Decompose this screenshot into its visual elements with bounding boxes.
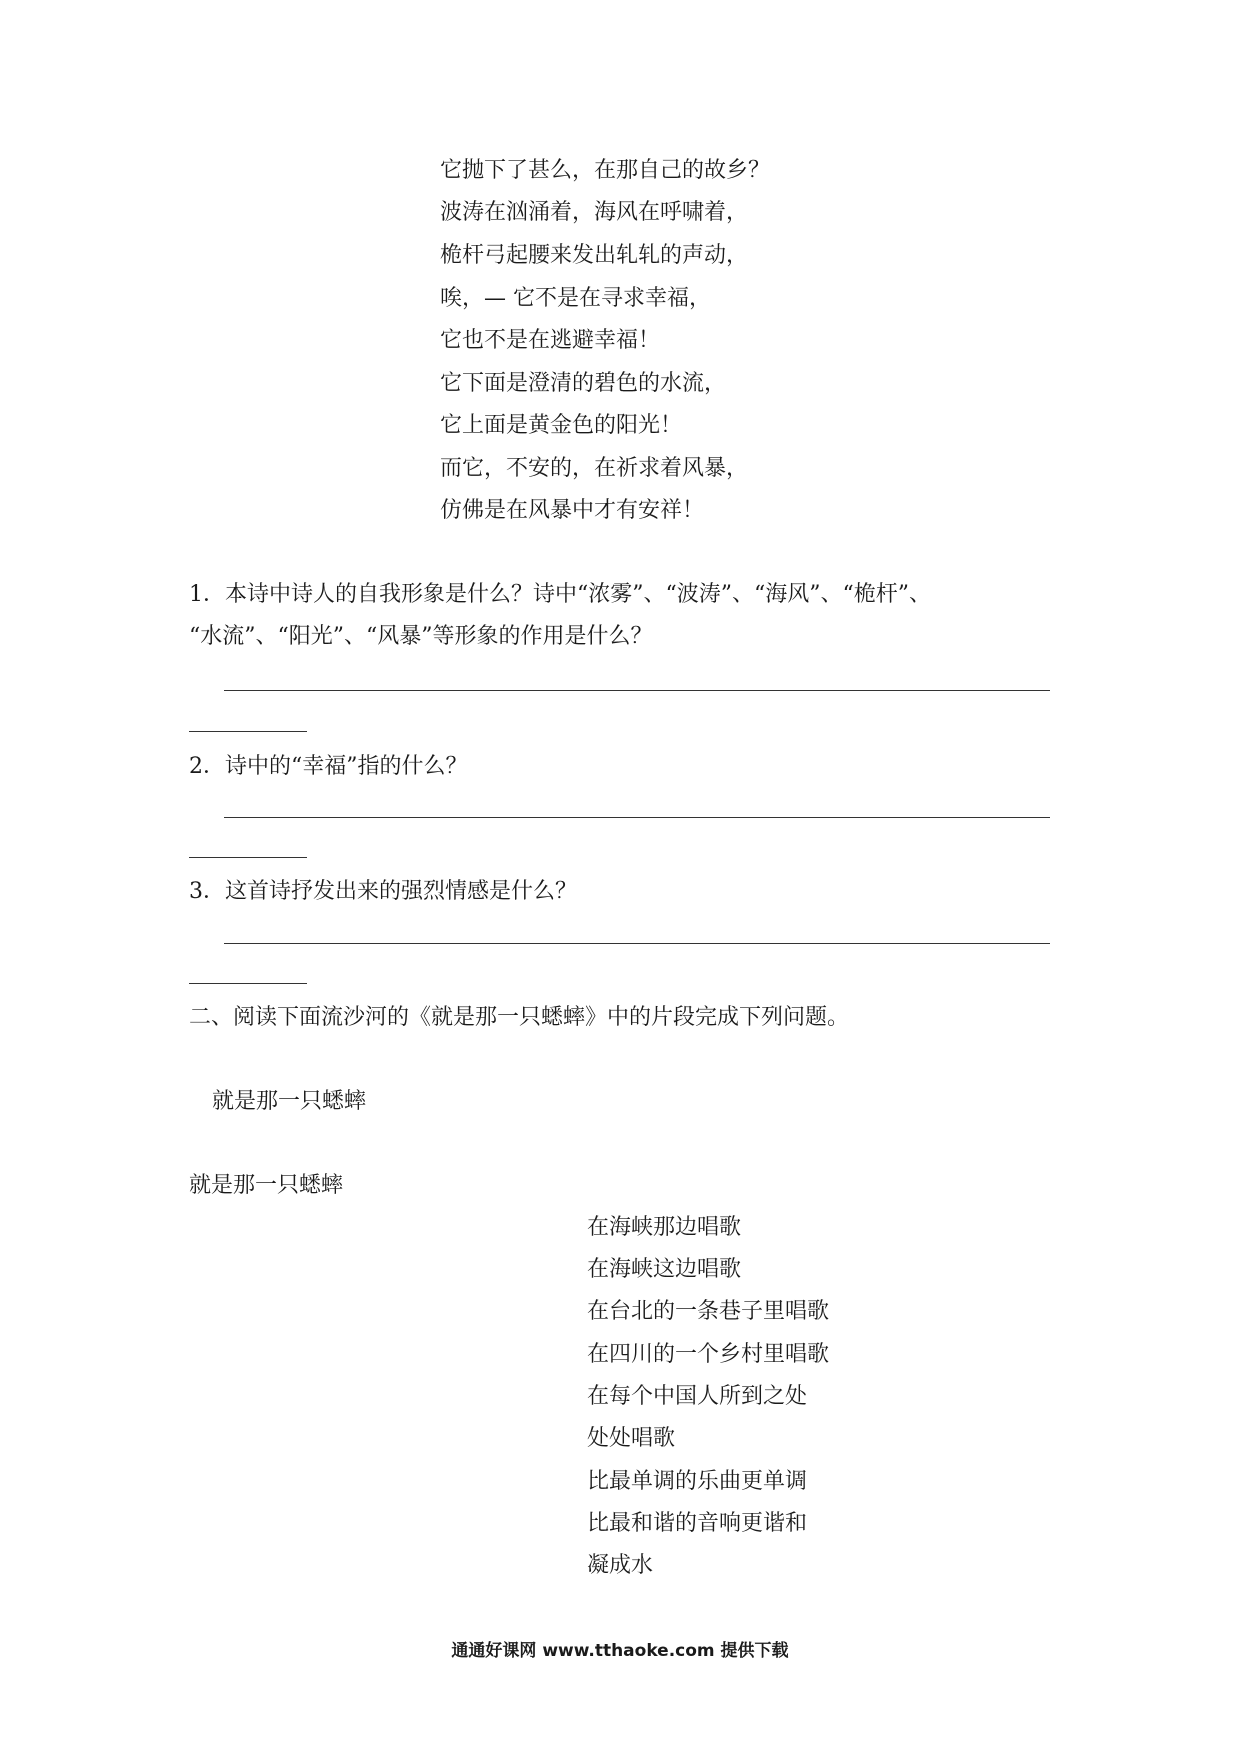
poem2-line: 比最和谐的音响更谐和 (587, 1511, 808, 1536)
answer-line (224, 943, 1050, 944)
poem2-line: 在台北的一条巷子里唱歌 (587, 1299, 830, 1324)
answer-line (224, 817, 1050, 818)
poem2-line: 在海峡那边唱歌 (587, 1215, 742, 1240)
poem1-line: 仿佛是在风暴中才有安祥！ (440, 498, 705, 523)
poem1-line: 它也不是在逃避幸福！ (440, 328, 661, 353)
question-1-line1: 1．本诗中诗人的自我形象是什么？诗中“浓雾”、“波涛”、“海风”、“桅杆”、 (189, 582, 931, 607)
answer-line-short (189, 731, 307, 732)
poem1-line: 它下面是澄清的碧色的水流， (440, 371, 727, 396)
poem2-title: 就是那一只蟋蟀 (212, 1089, 367, 1114)
poem1-line: 它上面是黄金色的阳光！ (440, 413, 683, 438)
answer-line-short (189, 857, 307, 858)
poem1-line: 波涛在汹涌着，海风在呼啸着， (440, 200, 749, 225)
answer-line-short (189, 983, 307, 984)
question-1-line2: “水流”、“阳光”、“风暴”等形象的作用是什么？ (189, 624, 653, 649)
poem1-line: 它抛下了甚么，在那自己的故乡？ (440, 158, 771, 183)
poem2-line: 比最单调的乐曲更单调 (587, 1469, 808, 1494)
poem2-line: 凝成水 (587, 1553, 654, 1578)
answer-line (224, 690, 1050, 691)
poem2-line: 在每个中国人所到之处 (587, 1384, 808, 1409)
question-2: 2．诗中的“幸福”指的什么？ (189, 754, 468, 779)
page-footer: 通通好课网 www.tthaoke.com 提供下载 (451, 1641, 789, 1661)
question-3: 3．这首诗抒发出来的强烈情感是什么？ (189, 879, 577, 904)
poem2-line: 在四川的一个乡村里唱歌 (587, 1342, 830, 1367)
poem1-line: 而它，不安的，在祈求着风暴， (440, 456, 749, 481)
poem2-line: 处处唱歌 (587, 1426, 676, 1451)
poem1-line: 桅杆弓起腰来发出轧轧的声动， (440, 243, 749, 268)
poem2-line: 在海峡这边唱歌 (587, 1257, 742, 1282)
section2-heading: 二、阅读下面流沙河的《就是那一只蟋蟀》中的片段完成下列问题。 (189, 1005, 850, 1030)
poem1-line: 唉，— 它不是在寻求幸福， (440, 286, 711, 311)
poem2-first-line: 就是那一只蟋蟀 (189, 1173, 344, 1198)
